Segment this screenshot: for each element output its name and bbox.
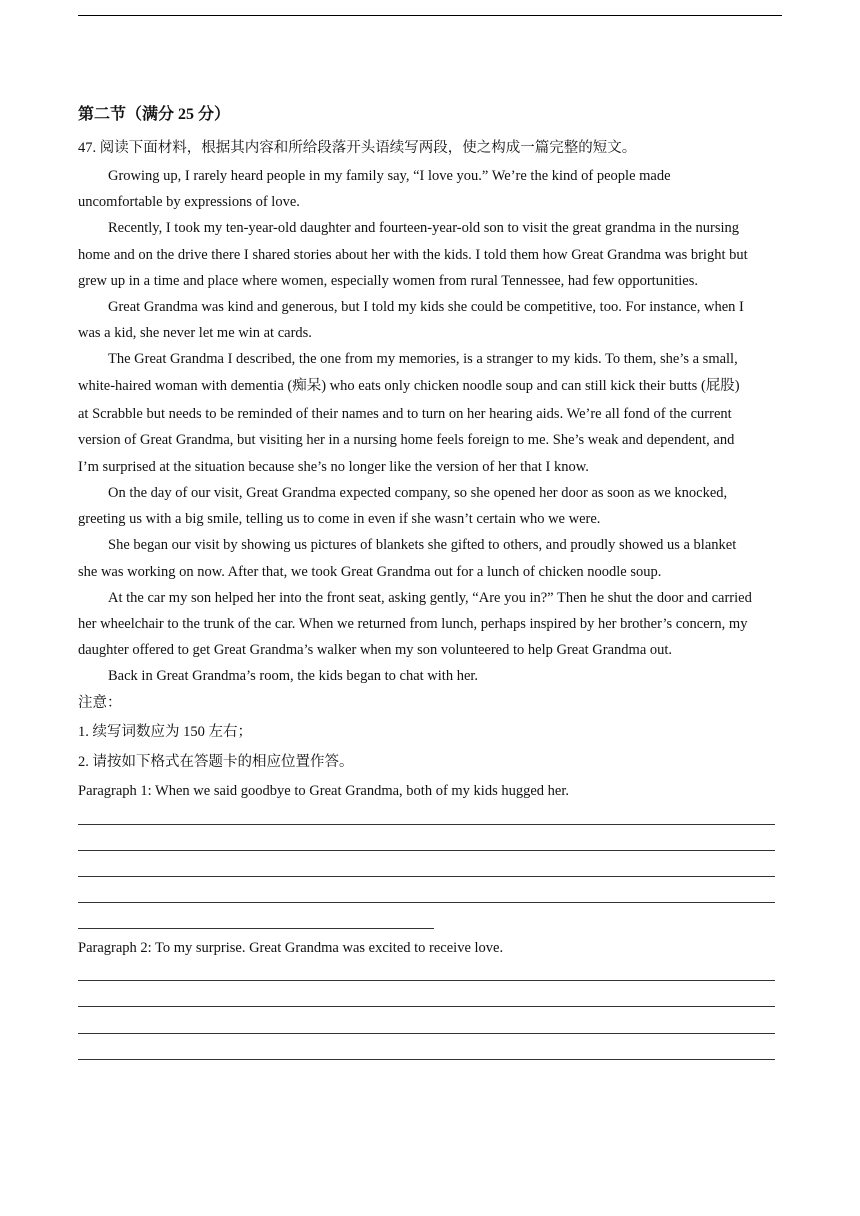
passage-line: version of Great Grandma, but visiting her in a nursing home feels foreign to me. She’s weak and dependent, and — [78, 432, 735, 448]
paragraph-2-prompt: Paragraph 2: To my surprise. Great Grandma was excited to receive love. — [78, 940, 504, 956]
passage-line: On the day of our visit, Great Grandma expected company, so she opened her door as soon as we knocked, — [108, 485, 728, 501]
answer-line — [78, 928, 434, 929]
answer-line — [78, 1006, 775, 1007]
passage-line: She began our visit by showing us pictures of blankets she gifted to others, and proudly showed us a blanket — [108, 537, 737, 553]
passage-line: she was working on now. After that, we took Great Grandma out for a lunch of chicken noodle soup. — [78, 564, 662, 580]
answer-line — [78, 1033, 775, 1034]
answer-line — [78, 850, 775, 851]
passage-line: at Scrabble but needs to be reminded of their names and to turn on her hearing aids. We’re all fond of the current — [78, 406, 732, 422]
passage-line: I’m surprised at the situation because she’s no longer like the version of her that I know. — [78, 459, 589, 475]
question-instruction: 47. 阅读下面材料，根据其内容和所给段落开头语续写两段，使之构成一篇完整的短文。 — [78, 140, 637, 156]
section-heading: 第二节（满分 25 分） — [78, 106, 231, 123]
passage-line: her wheelchair to the trunk of the car. When we returned from lunch, perhaps inspired by her brother’s concern, my — [78, 616, 748, 632]
passage-line: uncomfortable by expressions of love. — [78, 194, 300, 210]
passage-line: Back in Great Grandma’s room, the kids began to chat with her. — [108, 668, 479, 684]
passage-line: greeting us with a big smile, telling us to come in even if she wasn’t certain who we were. — [78, 511, 601, 527]
note-answer-format: 2. 请按如下格式在答题卡的相应位置作答。 — [78, 754, 354, 770]
answer-line — [78, 980, 775, 981]
passage-line: Recently, I took my ten-year-old daughter and fourteen-year-old son to visit the great grandma in the nursing — [108, 220, 740, 236]
passage-line: At the car my son helped her into the front seat, asking gently, “Are you in?” Then he shut the door and carried — [108, 590, 752, 606]
passage-line: home and on the drive there I shared stories about her with the kids. I told them how Great Grandma was bright but — [78, 247, 748, 263]
passage-line: daughter offered to get Great Grandma’s walker when my son volunteered to help Great Grandma out. — [78, 642, 673, 658]
notes-title: 注意： — [78, 695, 122, 711]
passage-line: was a kid, she never let me win at cards. — [78, 325, 312, 341]
answer-line — [78, 1059, 775, 1060]
passage-line: Great Grandma was kind and generous, but I told my kids she could be competitive, too. For instance, when I — [108, 299, 744, 315]
note-word-count: 1. 续写词数应为 150 左右； — [78, 724, 252, 740]
answer-line — [78, 876, 775, 877]
passage-line: grew up in a time and place where women, especially women from rural Tennessee, had few opportunities. — [78, 273, 698, 289]
passage-line: The Great Grandma I described, the one from my memories, is a stranger to my kids. To them, she’s a small, — [108, 351, 738, 367]
answer-line — [78, 824, 775, 825]
passage-line: white-haired woman with dementia (痴呆) who eats only chicken noodle soup and can still kick their butts (屁股) — [78, 378, 740, 394]
header-rule — [78, 15, 782, 16]
paragraph-1-prompt: Paragraph 1: When we said goodbye to Great Grandma, both of my kids hugged her. — [78, 783, 570, 799]
answer-line — [78, 902, 775, 903]
passage-line: Growing up, I rarely heard people in my family say, “I love you.” We’re the kind of people made — [108, 168, 671, 184]
